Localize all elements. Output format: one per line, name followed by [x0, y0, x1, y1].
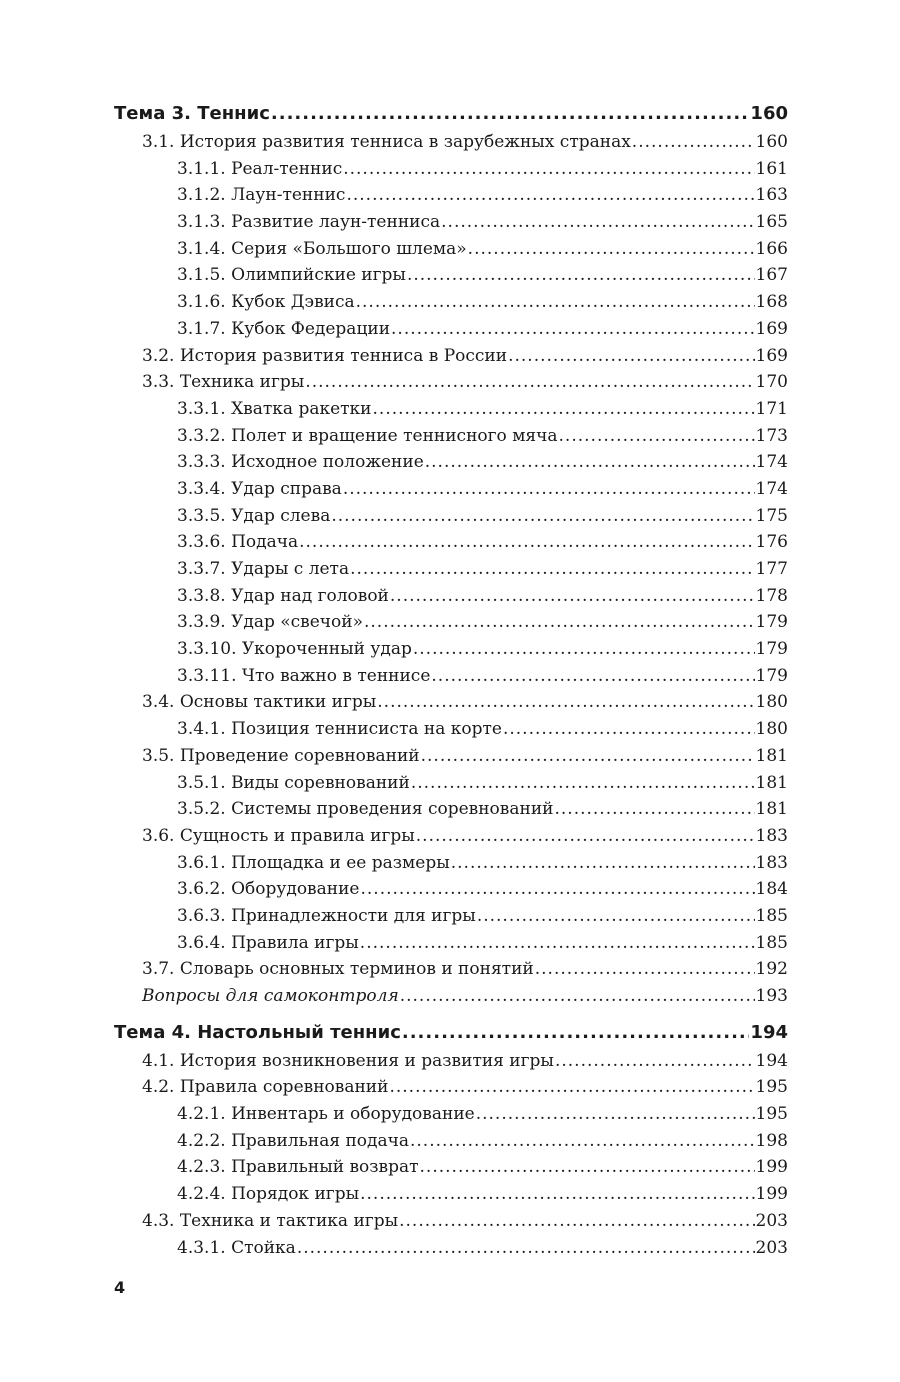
dot-leader: [420, 1154, 755, 1181]
dot-leader: [297, 1235, 755, 1262]
toc-subsection-entry[interactable]: [114, 1235, 788, 1262]
toc-entry-title: 3.1.5. Олимпийские игры: [177, 265, 406, 286]
toc-entry-page: 203: [755, 1210, 788, 1231]
toc-entry-title: 4.1. История возникновения и развития игры: [142, 1050, 554, 1071]
toc-entry-title: 4.3.1. Стойка: [177, 1237, 296, 1258]
dot-leader: [555, 1048, 755, 1075]
toc-entry-title: 3.1.1. Реал-теннис: [177, 158, 343, 179]
toc-entry-page: 176: [755, 532, 788, 553]
dot-leader: [299, 529, 754, 556]
toc-entry-title: 3.3.8. Удар над головой: [177, 585, 389, 606]
toc-entry-page: 169: [755, 318, 788, 339]
toc-section-entry[interactable]: [114, 343, 788, 370]
dot-leader: [331, 503, 754, 530]
dot-leader: [350, 556, 754, 583]
dot-leader: [508, 343, 754, 370]
toc-entry-title: 3.3.2. Полет и вращение теннисного мяча: [177, 425, 558, 446]
dot-leader: [402, 1018, 750, 1048]
dot-leader: [389, 1074, 754, 1101]
dot-leader: [535, 956, 755, 983]
dot-leader: [468, 236, 755, 263]
toc-entry-title: 3.6.1. Площадка и ее размеры: [177, 852, 450, 873]
toc-entry-page: 173: [755, 425, 788, 446]
toc-entry-page: 181: [755, 745, 788, 766]
dot-leader: [360, 876, 754, 903]
toc-entry-page: 165: [755, 212, 788, 233]
toc-entry-title: Тема 3. Теннис: [114, 103, 270, 124]
dot-leader: [410, 1128, 755, 1155]
toc-entry-title: Вопросы для самоконтроля: [142, 986, 399, 1006]
toc-entry-title: 3.3.4. Удар справа: [177, 478, 342, 499]
toc-entry-title: 4.2.4. Порядок игры: [177, 1184, 360, 1205]
table-of-contents: [114, 99, 788, 1261]
toc-entry-page: 184: [755, 879, 788, 900]
toc-entry-title: 3.3.10. Укороченный удар: [177, 639, 412, 660]
toc-entry-page: 203: [755, 1237, 788, 1258]
toc-entry-page: 194: [755, 1050, 788, 1071]
toc-entry-page: 163: [755, 185, 788, 206]
dot-leader: [477, 903, 755, 930]
toc-subsection-entry[interactable]: [114, 1154, 788, 1181]
toc-entry-title: 3.6.3. Принадлежности для игры: [177, 905, 476, 926]
toc-entry-page: 179: [755, 665, 788, 686]
toc-entry-title: 4.2. Правила соревнований: [142, 1077, 389, 1098]
toc-entry-page: 183: [755, 852, 788, 873]
toc-subsection-entry[interactable]: [114, 716, 788, 743]
dot-leader: [271, 99, 750, 129]
toc-section-entry[interactable]: [114, 129, 788, 156]
toc-subsection-entry[interactable]: [114, 529, 788, 556]
toc-entry-title: 3.1. История развития тенниса в зарубежных странах: [142, 132, 631, 152]
toc-entry-title: 3.1.3. Развитие лаун-тенниса: [177, 212, 441, 233]
toc-entry-page: 195: [755, 1104, 788, 1125]
dot-leader: [559, 423, 755, 450]
toc-entry-page: 192: [755, 959, 788, 980]
toc-subsection-entry[interactable]: [114, 236, 788, 263]
toc-entry-page: 160: [755, 132, 788, 152]
dot-leader: [413, 636, 755, 663]
dot-leader: [451, 850, 755, 877]
toc-entry-title: 4.3. Техника и тактика игры: [142, 1210, 399, 1231]
toc-entry-title: 3.3.7. Удары с лета: [177, 559, 350, 579]
toc-subsection-entry[interactable]: [114, 396, 788, 423]
dot-leader: [390, 583, 755, 610]
toc-subsection-entry[interactable]: [114, 182, 788, 209]
toc-entry-title: 3.3.9. Удар «свечой»: [177, 612, 363, 633]
toc-entry-title: 4.2.2. Правильная подача: [177, 1130, 409, 1151]
dot-leader: [343, 156, 754, 183]
toc-subsection-entry[interactable]: [114, 663, 788, 690]
toc-entry-title: 3.6.4. Правила игры: [177, 932, 359, 953]
toc-section-entry[interactable]: [114, 823, 788, 850]
toc-entry-title: 3.5.1. Виды соревнований: [177, 772, 410, 793]
toc-entry-page: 168: [755, 292, 788, 313]
dot-leader: [377, 689, 754, 716]
toc-section-entry[interactable]: [114, 956, 788, 983]
dot-leader: [400, 983, 755, 1010]
toc-subsection-entry[interactable]: [114, 423, 788, 450]
dot-leader: [416, 823, 755, 850]
dot-leader: [431, 663, 754, 690]
toc-section-entry[interactable]: [114, 1048, 788, 1075]
toc-entry-page: 161: [755, 158, 788, 179]
toc-entry-page: 169: [755, 345, 788, 366]
toc-entry-page: 167: [755, 265, 788, 286]
toc-entry-title: 3.6. Сущность и правила игры: [142, 825, 415, 846]
toc-entry-title: 3.5. Проведение соревнований: [142, 745, 420, 766]
toc-subsection-entry[interactable]: [114, 876, 788, 903]
toc-section-entry[interactable]: [114, 743, 788, 770]
toc-entry-page: 195: [755, 1077, 788, 1098]
toc-subsection-entry[interactable]: [114, 770, 788, 797]
toc-subsection-entry[interactable]: [114, 796, 788, 823]
toc-entry-title: 3.2. История развития тенниса в России: [142, 345, 508, 366]
toc-entry-page: 194: [750, 1021, 788, 1043]
dot-leader: [407, 262, 755, 289]
toc-subsection-entry[interactable]: [114, 903, 788, 930]
toc-subsection-entry[interactable]: [114, 262, 788, 289]
dot-leader: [360, 930, 755, 957]
toc-entry-page: 185: [755, 905, 788, 926]
toc-entry-title: 3.3.3. Исходное положение: [177, 452, 424, 473]
toc-entry-page: 193: [755, 986, 788, 1006]
toc-subsection-entry[interactable]: [114, 1128, 788, 1155]
toc-entry-title: 3.5.2. Системы проведения соревнований: [177, 799, 554, 820]
dot-leader: [356, 289, 755, 316]
dot-leader: [391, 316, 755, 343]
dot-leader: [364, 609, 755, 636]
toc-entry-page: 199: [755, 1184, 788, 1205]
toc-entry-page: 198: [755, 1130, 788, 1151]
toc-section-entry[interactable]: [114, 689, 788, 716]
toc-entry-page: 179: [755, 639, 788, 660]
toc-entry-page: 178: [755, 585, 788, 606]
toc-entry-title: 4.2.1. Инвентарь и оборудование: [177, 1104, 475, 1125]
toc-entry-page: 181: [755, 799, 788, 820]
toc-subsection-entry[interactable]: [114, 476, 788, 503]
toc-section-entry[interactable]: [114, 1074, 788, 1101]
toc-subsection-entry[interactable]: [114, 1101, 788, 1128]
toc-subsection-entry[interactable]: [114, 316, 788, 343]
toc-entry-title: 3.1.2. Лаун-теннис: [177, 185, 346, 206]
toc-entry-page: 171: [755, 398, 788, 419]
dot-leader: [305, 369, 754, 396]
toc-entry-title: 3.3. Техника игры: [142, 372, 305, 393]
toc-subsection-entry[interactable]: [114, 1181, 788, 1208]
toc-entry-title: 3.6.2. Оборудование: [177, 879, 360, 900]
toc-subsection-entry[interactable]: [114, 209, 788, 236]
dot-leader: [632, 129, 755, 156]
toc-subsection-entry[interactable]: [114, 850, 788, 877]
toc-entry-title: Тема 4. Настольный теннис: [114, 1021, 401, 1043]
toc-entry-title: 3.4.1. Позиция теннисиста на корте: [177, 719, 502, 740]
dot-leader: [343, 476, 755, 503]
toc-entry-title: 3.1.4. Серия «Большого шлема»: [177, 238, 467, 259]
toc-section-entry[interactable]: [114, 1208, 788, 1235]
toc-subsection-entry[interactable]: [114, 556, 788, 583]
dot-leader: [346, 182, 754, 209]
page-number: 4: [114, 1278, 126, 1297]
toc-entry-page: 177: [755, 559, 788, 579]
toc-entry-page: 179: [755, 612, 788, 633]
toc-entry-title: 3.7. Словарь основных терминов и понятий: [142, 959, 534, 980]
dot-leader: [411, 770, 755, 797]
dot-leader: [421, 743, 755, 770]
toc-entry-title: 3.3.11. Что важно в теннисе: [177, 665, 431, 686]
toc-subsection-entry[interactable]: [114, 609, 788, 636]
toc-topic-entry[interactable]: [114, 1018, 788, 1048]
toc-subsection-entry[interactable]: [114, 503, 788, 530]
toc-entry-page: 160: [750, 103, 788, 124]
dot-leader: [425, 449, 755, 476]
toc-subsection-entry[interactable]: [114, 583, 788, 610]
dot-leader: [373, 396, 755, 423]
toc-entry-page: 181: [755, 772, 788, 793]
toc-entry-page: 180: [755, 719, 788, 740]
toc-subsection-entry[interactable]: [114, 636, 788, 663]
toc-entry-title: 3.3.1. Хватка ракетки: [177, 398, 372, 419]
toc-entry-page: 170: [755, 372, 788, 393]
toc-entry-page: 199: [755, 1157, 788, 1178]
toc-entry-page: 180: [755, 692, 788, 713]
dot-leader: [476, 1101, 755, 1128]
toc-entry-title: 3.3.6. Подача: [177, 532, 299, 553]
dot-leader: [503, 716, 755, 743]
toc-entry-page: 185: [755, 932, 788, 953]
toc-entry-title: 3.4. Основы тактики игры: [142, 692, 377, 713]
toc-entry-page: 174: [755, 452, 788, 473]
toc-topic-entry[interactable]: [114, 99, 788, 129]
dot-leader: [554, 796, 754, 823]
toc-entry-title: 3.1.6. Кубок Дэвиса: [177, 292, 355, 313]
toc-subsection-entry[interactable]: [114, 449, 788, 476]
toc-entry-page: 174: [755, 478, 788, 499]
toc-entry-page: 175: [755, 505, 788, 526]
toc-entry-title: 3.1.7. Кубок Федерации: [177, 318, 391, 339]
toc-section-entry[interactable]: [114, 369, 788, 396]
toc-entry-page: 166: [755, 238, 788, 259]
dot-leader: [399, 1208, 754, 1235]
toc-section-entry[interactable]: [114, 983, 788, 1010]
toc-entry-title: 3.3.5. Удар слева: [177, 505, 331, 526]
toc-entry-page: 183: [755, 825, 788, 846]
dot-leader: [441, 209, 754, 236]
toc-subsection-entry[interactable]: [114, 289, 788, 316]
dot-leader: [360, 1181, 754, 1208]
toc-subsection-entry[interactable]: [114, 930, 788, 957]
toc-entry-title: 4.2.3. Правильный возврат: [177, 1157, 419, 1178]
toc-subsection-entry[interactable]: [114, 156, 788, 183]
